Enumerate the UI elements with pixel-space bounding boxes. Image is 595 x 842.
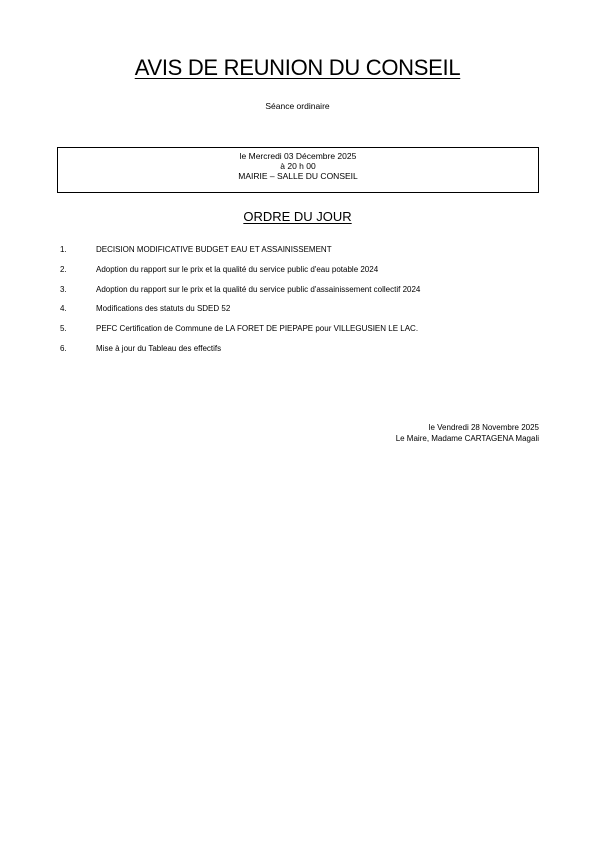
page-title: AVIS DE REUNION DU CONSEIL [134,55,461,80]
agenda-item-text: Modifications des statuts du SDED 52 [96,304,231,314]
signature-signer: Le Maire, Madame CARTAGENA Magali [395,433,539,443]
session-type: Séance ordinaire [265,101,330,111]
agenda-item [0,323,595,343]
agenda-item [0,264,595,284]
agenda-item-number: 5. [60,324,67,334]
agenda-item-number: 2. [60,264,67,274]
agenda-item-number: 6. [60,343,67,353]
signature-date: le Vendredi 28 Novembre 2025 [428,423,539,432]
agenda-item-text: PEFC Certification de Commune de LA FORET DE PIEPAPE pour VILLEGUSIEN LE LAC. [96,324,419,334]
agenda-list [0,244,595,363]
meeting-time: à 20 h 00 [280,161,316,171]
agenda-item [0,343,595,363]
agenda-item-text: Adoption du rapport sur le prix et la qualité du service public d'eau potable 2024 [96,264,379,274]
agenda-item-number: 1. [60,245,67,254]
agenda-item [0,303,595,323]
meeting-date: le Mercredi 03 Décembre 2025 [239,151,357,161]
agenda-item [0,244,595,264]
signature-block [396,423,539,444]
agenda-item [0,284,595,304]
agenda-item-text: Adoption du rapport sur le prix et la qualité du service public d'assainissement collectif 2024 [96,284,421,294]
agenda-item-text: Mise à jour du Tableau des effectifs [96,343,222,353]
agenda-item-number: 4. [60,304,67,314]
meeting-details-box [57,147,539,193]
meeting-location: MAIRIE – SALLE DU CONSEIL [238,171,358,181]
agenda-heading: ORDRE DU JOUR [243,209,352,224]
agenda-item-number: 3. [60,284,67,294]
agenda-item-text: DECISION MODIFICATIVE BUDGET EAU ET ASSAINISSEMENT [96,245,332,254]
